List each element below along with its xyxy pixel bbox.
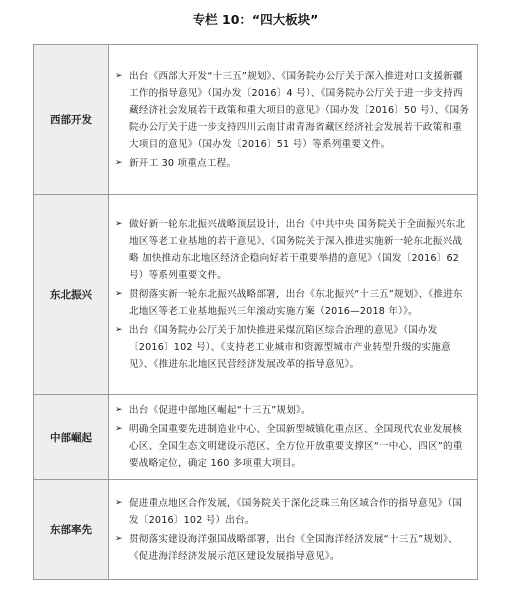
region-content [109,45,478,195]
list-item [115,495,471,529]
item-text: 新开工 30 项重点工程。 [129,157,237,169]
item-text: 出台《西部大开发“十三五”规划》、《国务院办公厅关于深入推进对口支援新疆工作的指导意见》（国办发〔2016〕4 号）、《国务院办公厅关于进一步支持西藏经济社会发展若干政策和重大项目的意见》（国办发〔2016〕50 号）、《国务院办公厅关于进一步支持四川云南甘肃青海省藏区经济社会发展若干政策和重大项目的意见》（国办发〔2016〕51 号）等系列重要文件。 [129,70,470,150]
item-text: 出台《国务院办公厅关于加快推进采煤沉陷区综合治理的意见》（国办发〔2016〕102 号）、《支持老工业城市和资源型城市产业转型升级的实施意见》、《推进东北地区民营经济发展改革的指导意见》。 [129,325,451,370]
arrow-bullet-icon: ➢ [115,405,123,415]
table-row [34,195,478,395]
region-label: 中部崛起 [34,395,109,480]
arrow-bullet-icon: ➢ [115,533,123,544]
table-row [34,45,478,195]
region-label: 东北振兴 [34,195,109,395]
arrow-bullet-icon: ➢ [115,325,123,335]
list-item [115,322,471,373]
item-text: 出台《促进中部地区崛起“十三五”规划》。 [129,405,311,416]
region-content [109,395,478,480]
table-row [34,395,478,480]
item-text: 贯彻落实建设海洋强国战略部署，出台《全国海洋经济发展“十三五”规划》、《促进海洋经济发展示范区建设发展指导意见》。 [129,533,458,562]
item-text: 明确全国重要先进制造业中心、全国新型城镇化重点区、全国现代农业发展核心区、全国生态文明建设示范区、全方位开放重要支撑区“一中心、四区”的重要战略定位，确定 160 多项重大项目。 [129,424,463,469]
arrow-bullet-icon: ➢ [115,424,123,434]
box-title: 专栏 10：“四大板块” [192,12,319,27]
list-item [115,216,471,284]
item-text: 贯彻落实新一轮东北振兴战略部署，出台《东北振兴“十三五”规划》、《推进东北地区等老工业基地振兴三年滚动实施方案（2016—2018 年）》。 [129,289,463,317]
list-item [115,68,471,153]
list-item [115,421,471,472]
item-text: 做好新一轮东北振兴战略顶层设计，出台《中共中央 国务院关于全面振兴东北地区等老工业基地的若干意见》、《国务院关于深入推进实施新一轮东北振兴战略 加快推动东北地区经济企稳向好若干重要举措的意见》（国发〔2016〕62 号）等系列重要文件。 [129,219,466,281]
list-item [115,155,471,172]
list-item [115,402,471,419]
arrow-bullet-icon: ➢ [115,289,123,299]
item-text: 促进重点地区合作发展，《国务院关于深化泛珠三角区域合作的指导意见》（国发〔2016〕102 号）出台。 [129,497,463,526]
region-label: 西部开发 [34,45,109,195]
region-label: 东部率先 [34,480,109,580]
arrow-bullet-icon: ➢ [115,70,123,81]
table-row [34,480,478,580]
region-content [109,195,478,395]
four-regions-table [33,44,478,580]
region-content [109,480,478,580]
list-item [115,286,471,320]
arrow-bullet-icon: ➢ [115,497,123,508]
list-item [115,531,471,565]
arrow-bullet-icon: ➢ [115,219,123,229]
arrow-bullet-icon: ➢ [115,157,123,168]
